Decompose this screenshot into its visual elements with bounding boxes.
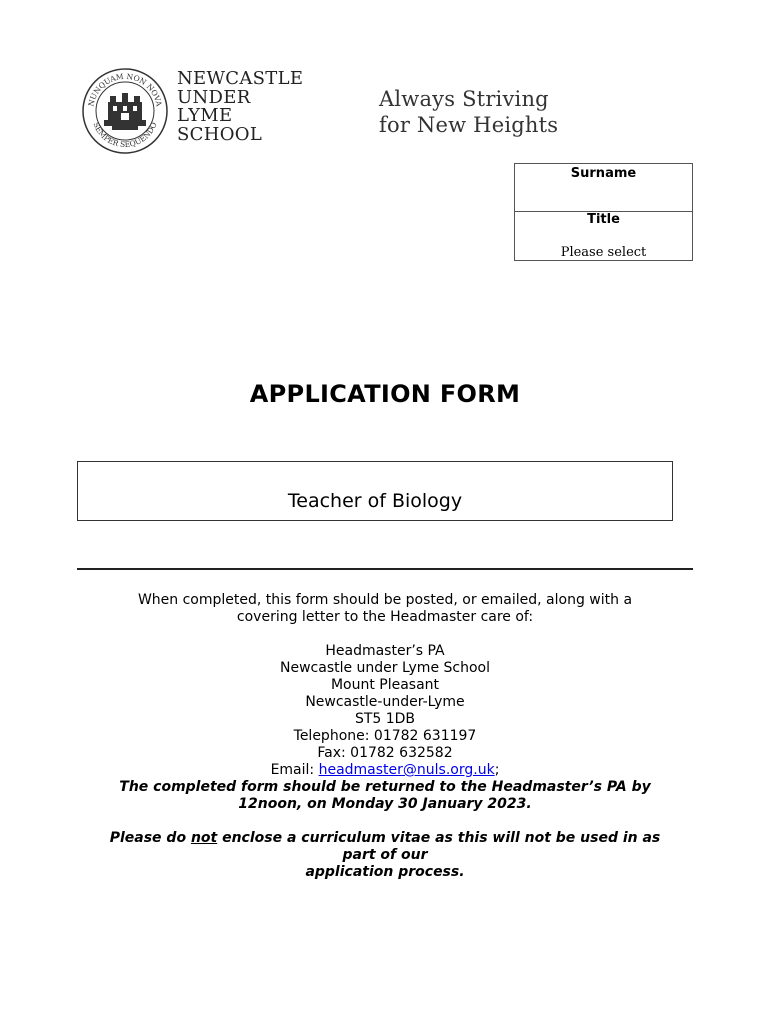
motto-line-1: Always Striving [379,87,549,111]
school-name-line-4: SCHOOL [177,123,263,145]
deadline-line-2: 12noon, on Monday 30 January 2023. [238,796,532,812]
address-line-3: Mount Pleasant [330,677,440,693]
surname-cell[interactable] [515,164,692,212]
cv-notice-not: not [190,830,218,846]
email-link[interactable]: headmaster@nuls.org.uk [318,762,495,778]
position-box [77,461,673,521]
intro-line-1: When completed, this form should be posted, or emailed, along with a [137,592,633,608]
address-line-1: Headmaster’s PA [325,643,445,659]
cv-notice-line-1 [75,830,695,847]
position-title: Teacher of Biology [287,490,463,512]
address-line-4: Newcastle-under-Lyme [305,694,465,710]
school-name [177,70,303,144]
address-postcode: ST5 1DB [354,711,416,727]
surname-label: Surname [570,166,637,181]
form-title: APPLICATION FORM [249,380,521,408]
telephone: Telephone: 01782 631197 [293,728,477,744]
school-name-line-1: NEWCASTLE [177,68,304,89]
cv-notice-part-2: enclose a curriculum vitae as this will not be used in as [217,830,661,846]
deadline-line-1: The completed form should be returned to the Headmaster’s PA by [119,779,651,795]
motto-line-2: for New Heights [379,113,559,137]
crest-motto-top: NUNQUAM NON NOVA [86,71,164,108]
title-select[interactable]: Please select [560,245,647,260]
fax: Fax: 01782 632582 [317,745,453,761]
cv-notice-part-1: Please do [109,830,191,846]
school-name-line-2: UNDER [177,86,251,108]
crest-motto-bottom: SEMPER SEQUENDO [91,120,159,150]
school-name-line-3: LYME [177,105,233,126]
instructions [75,592,695,881]
title-label: Title [587,212,620,227]
email-suffix: ; [494,762,500,778]
intro-line-2: covering letter to the Headmaster care of: [236,609,534,625]
applicant-name-box [514,163,693,261]
school-motto [379,86,558,138]
school-crest-logo [82,68,168,154]
email-line [75,762,695,779]
cv-notice-line-2: part of our [342,847,428,863]
cv-notice-line-3: application process. [305,864,465,880]
address-line-2: Newcastle under Lyme School [280,660,490,676]
divider-line [77,568,693,570]
email-label: Email: [270,762,319,778]
